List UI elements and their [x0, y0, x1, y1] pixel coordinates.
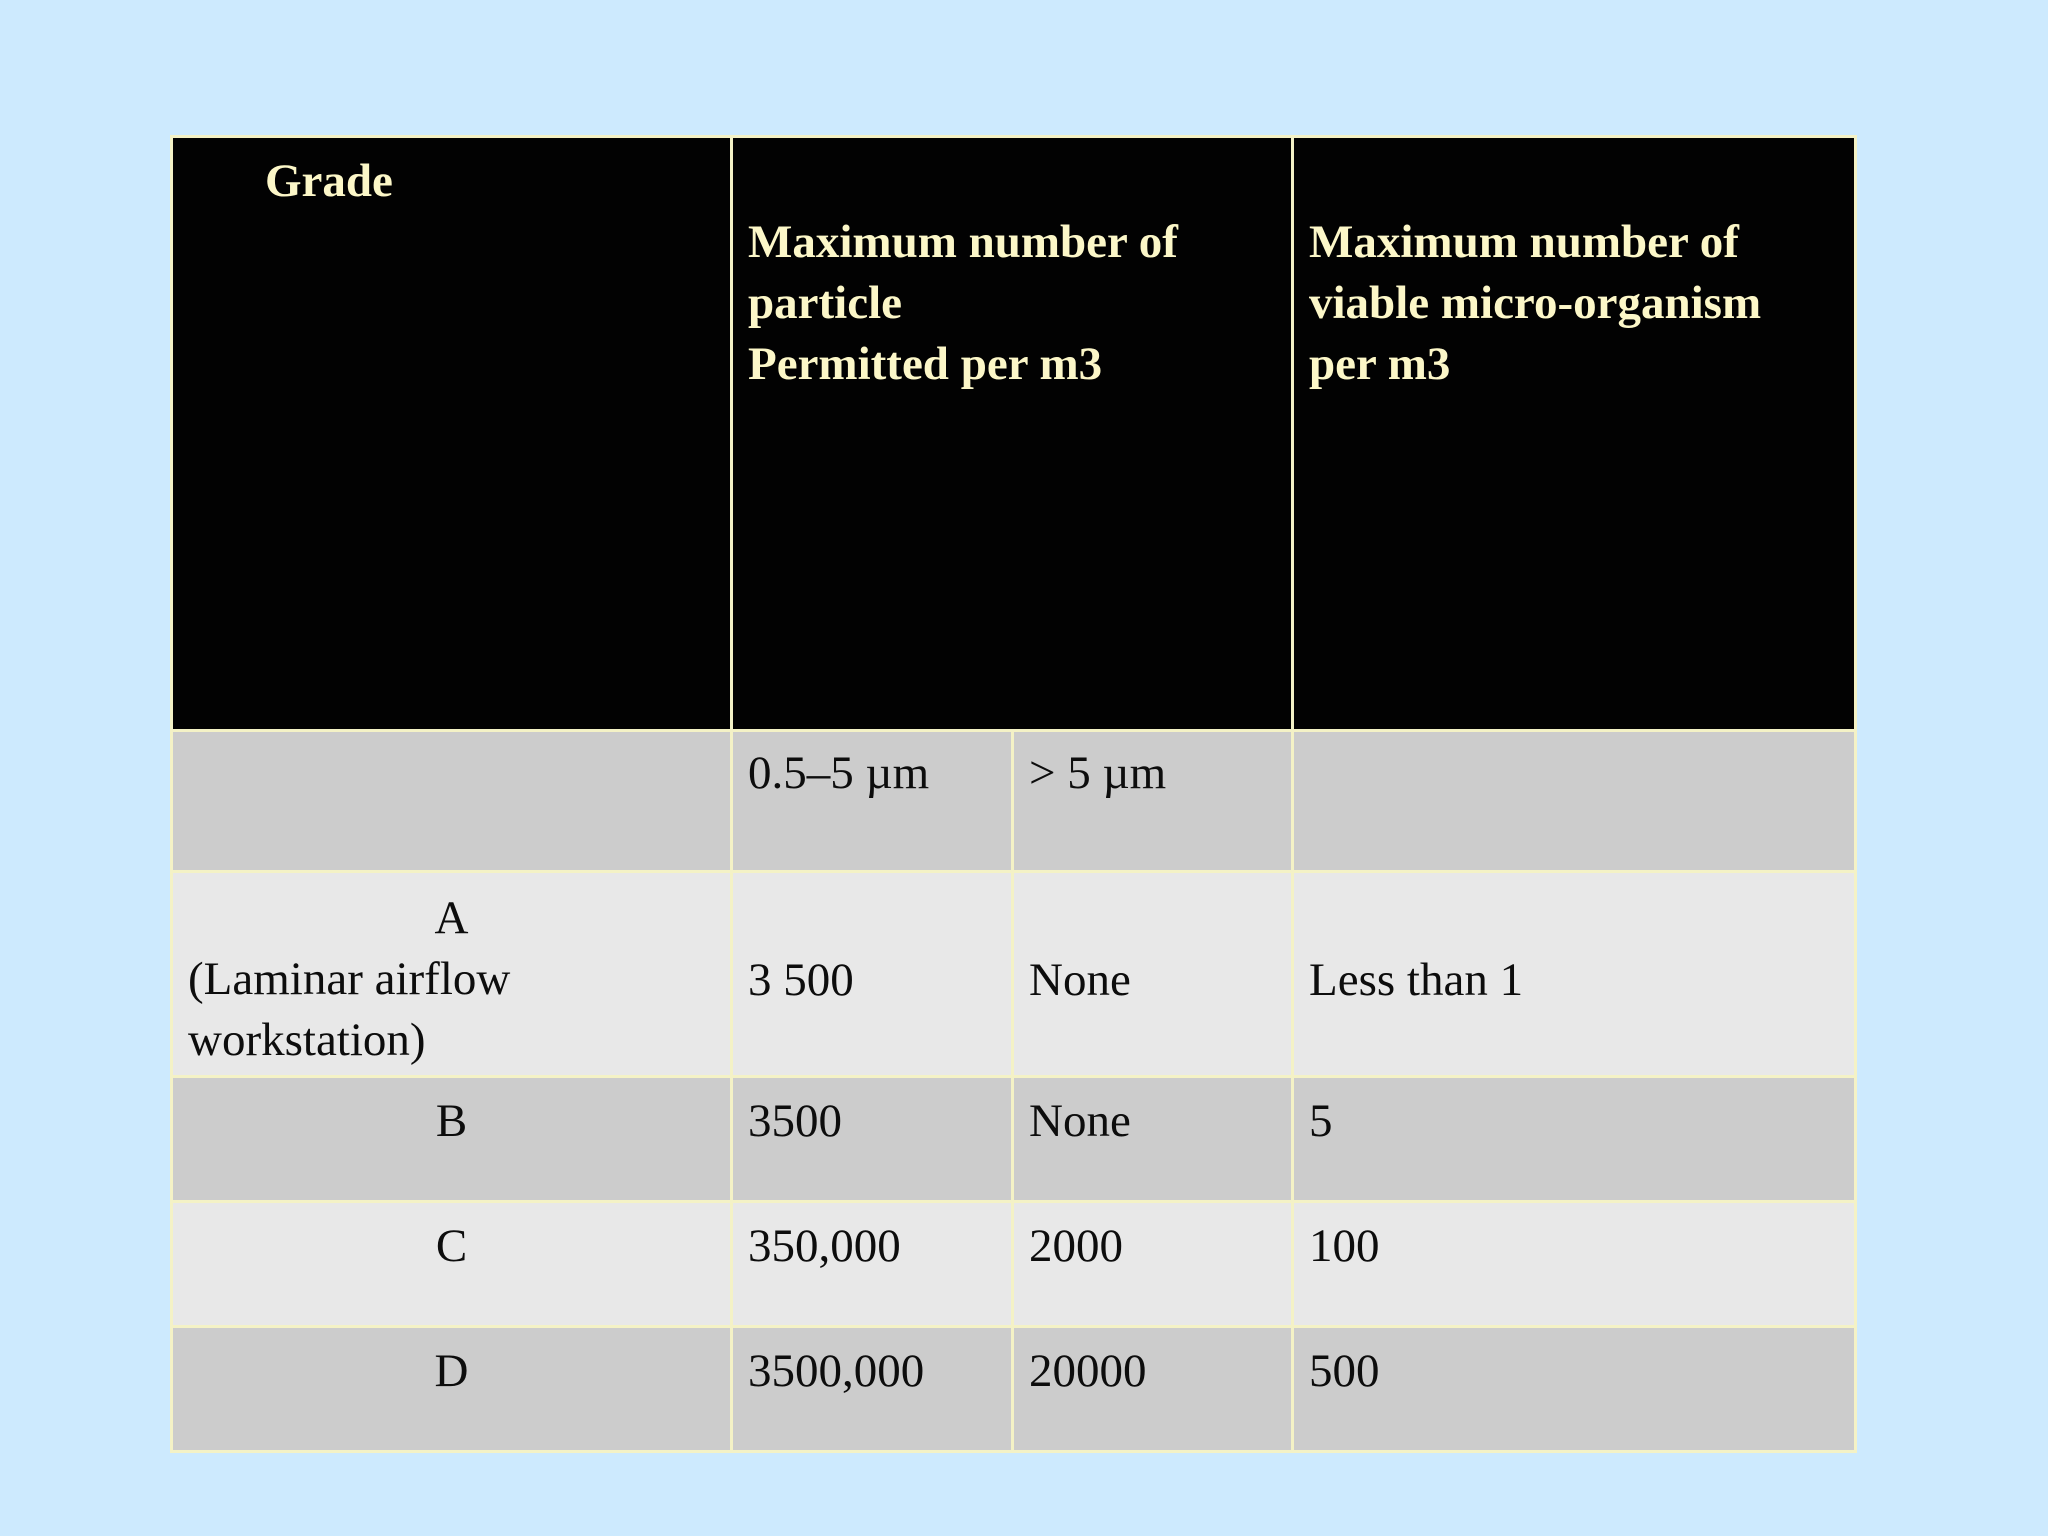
particles-large-cell: 20000: [1013, 1327, 1293, 1452]
cleanroom-grade-table: [170, 135, 1857, 1453]
microorganisms-cell: 500: [1293, 1327, 1856, 1452]
grade-note-line-2: workstation): [188, 1014, 426, 1066]
microorganisms-cell: 5: [1293, 1077, 1856, 1202]
grade-cell: C: [172, 1202, 732, 1327]
table-row-grade-b: [172, 1077, 1856, 1202]
table-row-grade-a: [172, 872, 1856, 1077]
microorganisms-cell: 100: [1293, 1202, 1856, 1327]
header-microorganisms: [1293, 137, 1856, 731]
header-grade: Grade: [172, 137, 732, 731]
particles-small-cell: 350,000: [732, 1202, 1013, 1327]
subheader-size-small: 0.5–5 µm: [732, 731, 1013, 872]
particles-small-cell: 3500,000: [732, 1327, 1013, 1452]
grade-cell: [172, 872, 732, 1077]
grade-cell: D: [172, 1327, 732, 1452]
subheader-size-large: > 5 µm: [1013, 731, 1293, 872]
grade-note-line-1: (Laminar airflow: [188, 953, 511, 1005]
table-row-grade-c: [172, 1202, 1856, 1327]
header-particles: [732, 137, 1293, 731]
header-micro-line-1: Maximum number of: [1309, 216, 1739, 268]
header-particles-line-2: particle: [748, 277, 902, 329]
subheader-row: [172, 731, 1856, 872]
header-micro-line-2: viable micro-organism: [1309, 277, 1762, 329]
particles-small-cell: 3500: [732, 1077, 1013, 1202]
particles-large-cell: 2000: [1013, 1202, 1293, 1327]
particles-large-cell: None: [1013, 872, 1293, 1077]
header-micro-line-3: per m3: [1309, 338, 1451, 390]
grade-label: A: [434, 892, 469, 944]
header-row: [172, 137, 1856, 731]
grade-cell: B: [172, 1077, 732, 1202]
subheader-empty-grade: [172, 731, 732, 872]
table-row-grade-d: [172, 1327, 1856, 1452]
particles-small-cell: 3 500: [732, 872, 1013, 1077]
header-particles-line-1: Maximum number of: [748, 216, 1178, 268]
microorganisms-cell: Less than 1: [1293, 872, 1856, 1077]
subheader-empty-micro: [1293, 731, 1856, 872]
header-particles-line-3: Permitted per m3: [748, 338, 1103, 390]
particles-large-cell: None: [1013, 1077, 1293, 1202]
